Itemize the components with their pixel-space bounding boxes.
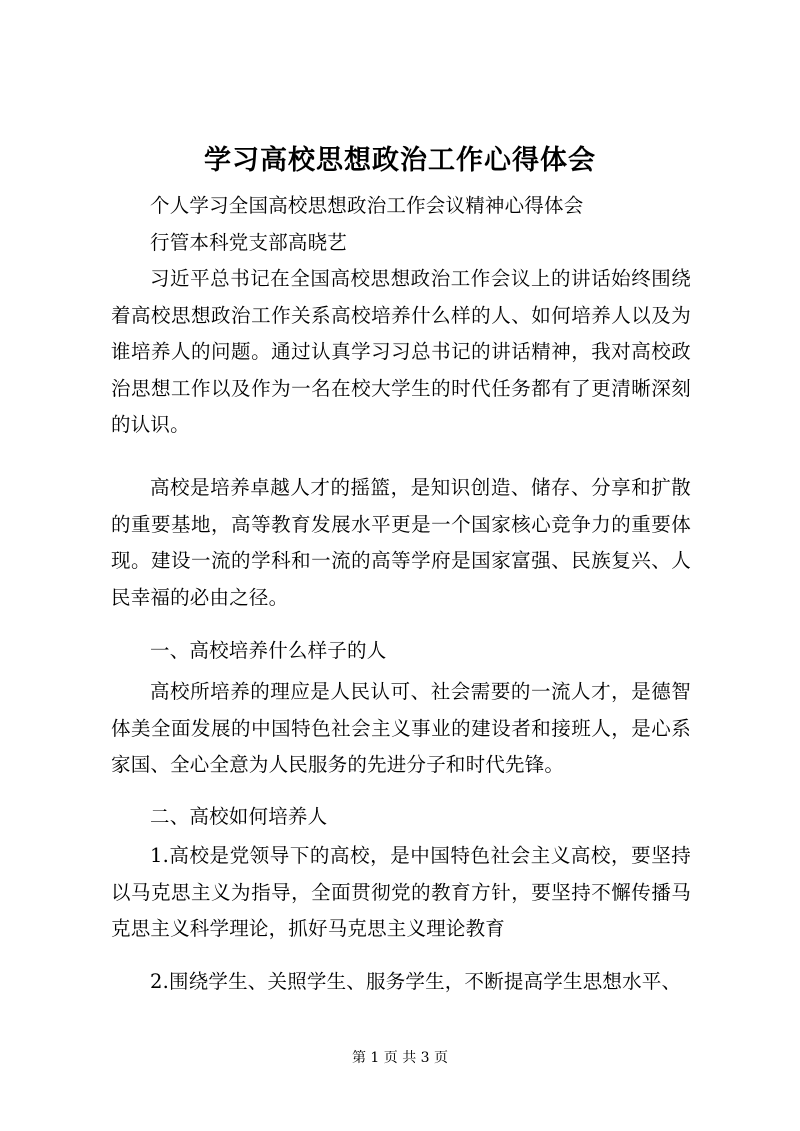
document-title: 学习高校思想政治工作心得体会: [204, 145, 596, 176]
body-paragraph-intro: 习近平总书记在全国高校思想政治工作会议上的讲话始终围绕着高校思想政治工作关系高校培养什么样的人、如何培养人以及为谁培养人的问题。通过认真学习习总书记的讲话精神，我对高校政治思想工作以及作为一名在校大学生的时代任务都有了更清晰深刻的认识。: [111, 267, 691, 436]
list-item-one: 1.高校是党领导下的高校，是中国特色社会主义高校，要坚持以马克思主义为指导，全面贯彻党的教育方针，要坚持不懈传播马克思主义科学理论，抓好马克思主义理论教育: [111, 844, 691, 940]
section-heading-one: 一、高校培养什么样子的人: [150, 639, 387, 662]
subtitle-paragraph: 个人学习全国高校思想政治工作会议精神心得体会: [150, 194, 584, 217]
body-paragraph-universities: 高校是培养卓越人才的摇篮，是知识创造、储存、分享和扩散的重要基地，高等教育发展水平更是一个国家核心竞争力的重要体现。建设一流的学科和一流的高等学府是国家富强、民族复兴、人民幸福的必由之径。: [111, 476, 691, 609]
author-paragraph: 行管本科党支部高晓艺: [150, 231, 348, 254]
page-footer: 第 1 页 共 3 页: [351, 1050, 449, 1066]
section-heading-two: 二、高校如何培养人: [150, 805, 328, 828]
body-paragraph-talent: 高校所培养的理应是人民认可、社会需要的一流人才，是德智体美全面发展的中国特色社会主义事业的建设者和接班人，是心系家国、全心全意为人民服务的先进分子和时代先锋。: [111, 680, 691, 776]
list-item-two: 2.围绕学生、关照学生、服务学生，不断提高学生思想水平、: [150, 970, 682, 993]
